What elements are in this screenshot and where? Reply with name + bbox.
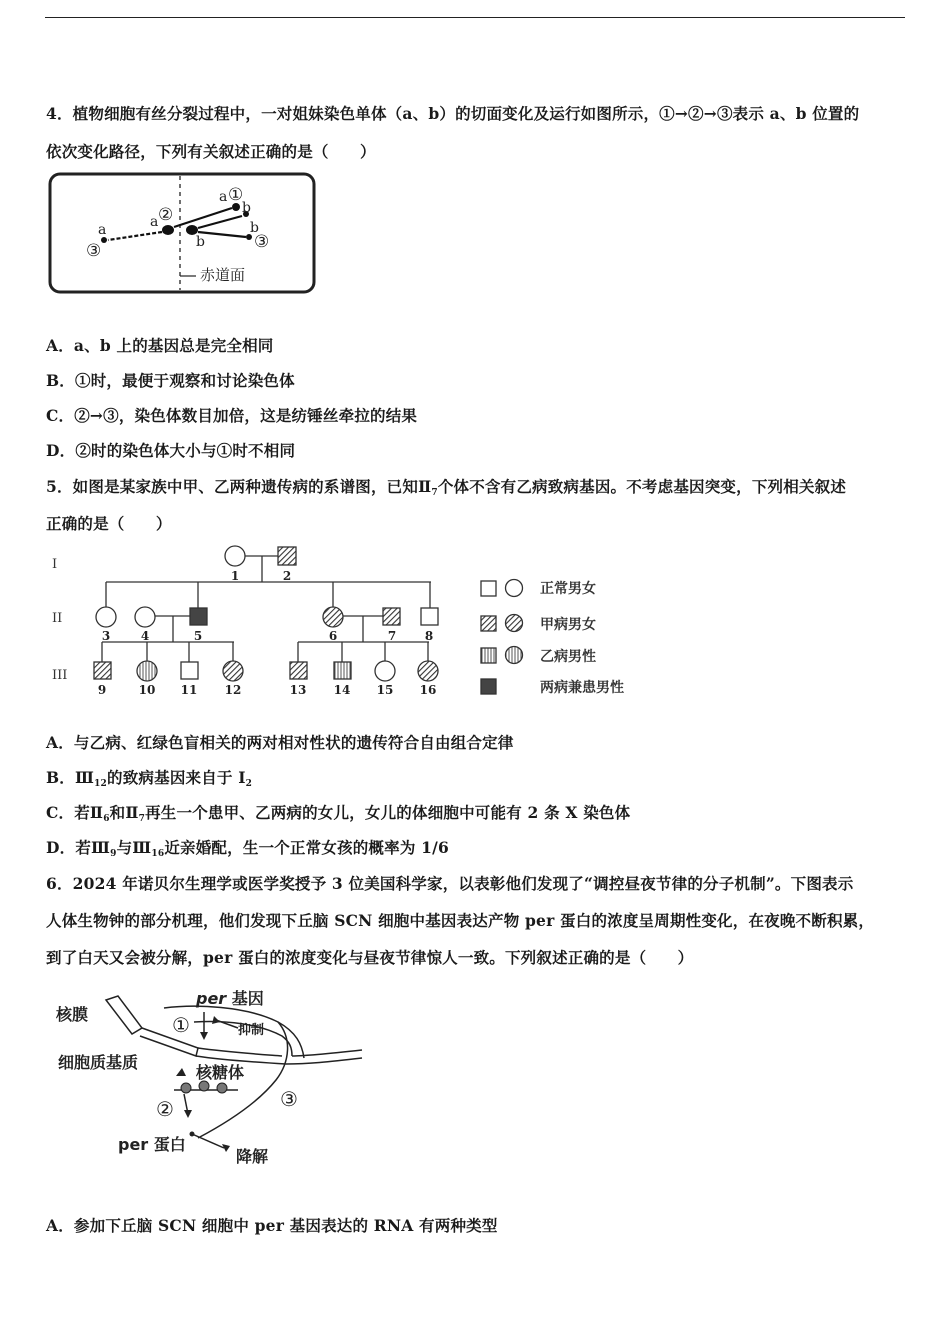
legend-normal: 正常男女: [540, 581, 596, 597]
gen-I: I: [52, 557, 58, 572]
svg-text:15: 15: [376, 683, 394, 697]
ind-4: [135, 607, 155, 627]
q6-stem-line2: 人体生物钟的部分机理，他们发现下丘脑 SCN 细胞中基因表达产物 per 蛋白的浓度呈周期性变化，在夜晚不断积累，: [46, 911, 875, 930]
q6-label-nuclear-membrane: 核膜: [56, 1005, 89, 1024]
svg-text:12: 12: [224, 683, 242, 697]
q6-label-cytoplasm: 细胞质基质: [58, 1053, 139, 1072]
q4-label-b2: b: [196, 234, 205, 250]
svg-text:13: 13: [289, 683, 307, 697]
q4-option-d: D．②时的染色体大小与①时不相同: [46, 441, 296, 460]
q4-label-a2: a: [150, 214, 159, 230]
q4-cell-border: [50, 174, 314, 292]
ind-10: [137, 661, 157, 681]
legend-disease-a: 甲病男女: [540, 617, 596, 633]
q4-option-a: A．a、b 上的基因总是完全相同: [46, 336, 274, 355]
svg-text:14: 14: [333, 683, 351, 697]
svg-text:1: 1: [230, 569, 240, 583]
q4-path-a: [174, 208, 232, 227]
q6-label-ribosome: 核糖体: [196, 1063, 245, 1082]
q4-mark-3a: ③: [86, 241, 102, 261]
ind-11: [181, 662, 198, 679]
q4-label-a3: a: [98, 222, 107, 238]
q4-label-b3: b: [250, 220, 259, 236]
ind-16: [418, 661, 438, 681]
ind-14: [334, 662, 351, 679]
svg-text:2: 2: [282, 569, 292, 583]
ind-8: [421, 608, 438, 625]
q6-stem-line1: 6．2024 年诺贝尔生理学或医学奖授予 3 位美国科学家，以表彰他们发现了“调控昼夜节律的分子机制”。下图表示: [46, 874, 854, 893]
ind-15: [375, 661, 395, 681]
q5-pedigree: [46, 540, 656, 700]
svg-text:3: 3: [101, 629, 111, 643]
q4-option-b: B．①时，最便于观察和讨论染色体: [46, 371, 295, 390]
header-rule: [45, 17, 905, 18]
q4-path-b3: [198, 232, 246, 237]
q4-chromatid-a2: [162, 225, 174, 235]
ind-6: [323, 607, 343, 627]
svg-text:6: 6: [328, 629, 338, 643]
q4-mark-1: ①: [228, 185, 244, 205]
q4-mark-3b: ③: [254, 232, 270, 252]
ind-13: [290, 662, 307, 679]
gen-II: II: [52, 611, 63, 626]
q5-option-b: B．Ⅲ12的致病基因来自于 I2: [46, 768, 253, 789]
q4-label-b1: b: [242, 200, 251, 216]
q5-option-d: D．若Ⅲ9与Ⅲ16近亲婚配，生一个正常女孩的概率为 1/6: [46, 838, 449, 859]
q4-mark-2: ②: [158, 205, 174, 225]
q5-option-a: A．与乙病、红绿色盲相关的两对相对性状的遗传符合自由组合定律: [46, 733, 514, 752]
q6-label-gene: per 基因: [196, 989, 264, 1008]
q6-label-degrade: 降解: [236, 1147, 269, 1166]
q5-option-c: C．若Ⅱ6和Ⅱ7再生一个患甲、乙两病的女儿，女儿的体细胞中可能有 2 条 X 染色体: [46, 803, 631, 824]
q4-path-a3: [108, 232, 162, 240]
q5-legend: [481, 580, 523, 695]
ind-9: [94, 662, 111, 679]
ind-12: [223, 661, 243, 681]
ind-1: [225, 546, 245, 566]
ind-2: [278, 547, 296, 565]
q4-option-c: C．②→③，染色体数目加倍，这是纺锤丝牵拉的结果: [46, 406, 418, 425]
q6-option-a: A．参加下丘脑 SCN 细胞中 per 基因表达的 RNA 有两种类型: [46, 1216, 498, 1235]
svg-text:8: 8: [424, 629, 434, 643]
q5-stem-line1: 5．如图是某家族中甲、乙两种遗传病的系谱图，已知Ⅱ7个体不含有乙病致病基因。不考虑基因突变，下列相关叙述: [46, 477, 847, 498]
q4-plane-label: 赤道面: [200, 266, 246, 284]
q6-label-protein: per 蛋白: [118, 1135, 186, 1154]
q6-mark-2: ②: [156, 1097, 174, 1121]
q6-stem-line3: 到了白天又会被分解，per 蛋白的浓度变化与昼夜节律惊人一致。下列叙述正确的是（ ）: [46, 948, 694, 967]
legend-disease-b: 乙病男性: [540, 649, 596, 665]
q4-label-a1: a: [219, 189, 228, 205]
svg-text:4: 4: [140, 629, 150, 643]
q6-label-inhibit: 抑制: [238, 1023, 265, 1038]
svg-text:5: 5: [193, 629, 203, 643]
q4-figure: [46, 170, 318, 298]
q4-stem-line1: 4．植物细胞有丝分裂过程中，一对姐妹染色单体（a、b）的切面变化及运行如图所示，①→②→③表示 a、b 位置的: [46, 104, 860, 123]
legend-both: 两病兼患男性: [540, 680, 624, 696]
ind-5: [190, 608, 207, 625]
svg-text:16: 16: [419, 683, 437, 697]
svg-text:9: 9: [97, 683, 107, 697]
ind-3: [96, 607, 116, 627]
q5-stem-line2: 正确的是（ ）: [46, 514, 172, 533]
q6-figure: [46, 982, 366, 1174]
q6-mark-1: ①: [172, 1013, 190, 1037]
q6-mark-3: ③: [280, 1087, 298, 1111]
ind-7: [383, 608, 400, 625]
gen-III: III: [52, 668, 68, 683]
svg-text:10: 10: [138, 683, 156, 697]
svg-text:7: 7: [387, 629, 397, 643]
q4-stem-line2: 依次变化路径，下列有关叙述正确的是（ ）: [46, 142, 376, 161]
svg-text:11: 11: [180, 683, 198, 697]
